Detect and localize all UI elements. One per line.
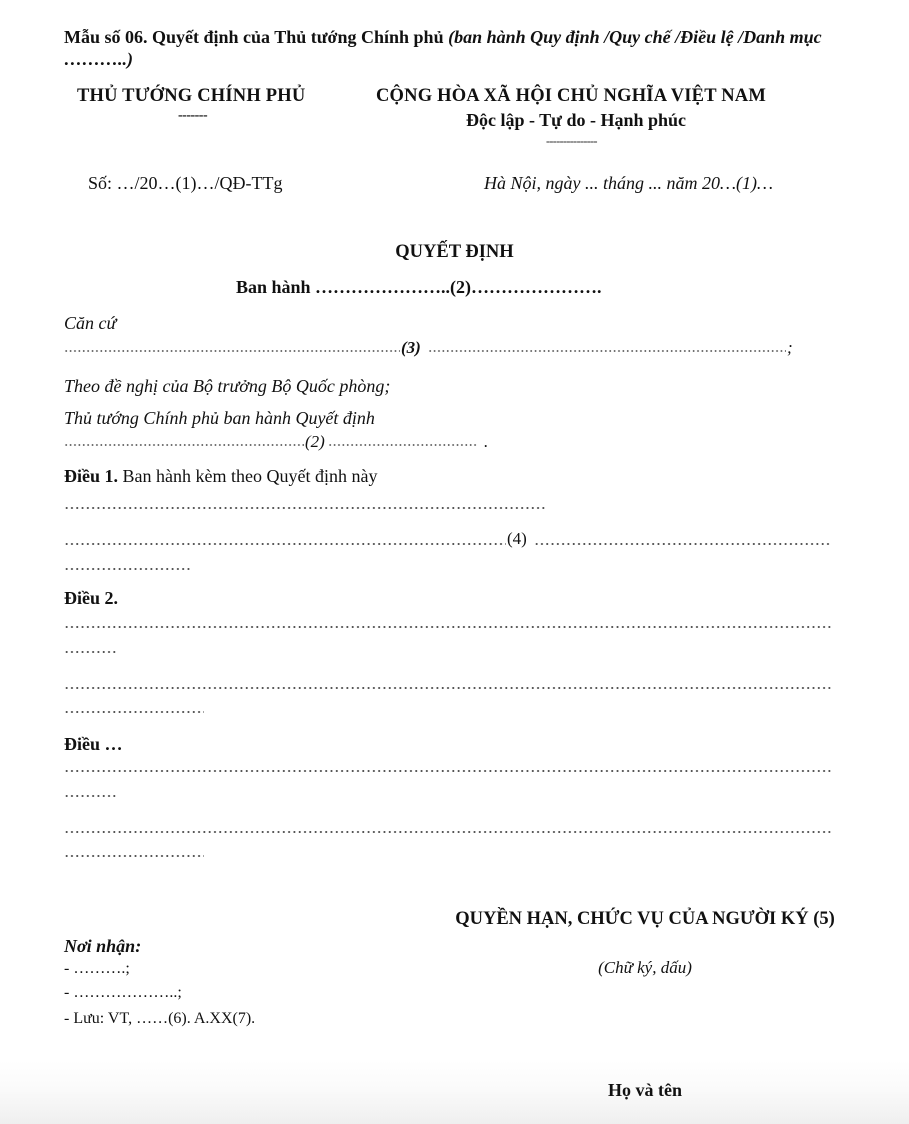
signer-title: QUYỀN HẠN, CHỨC VỤ CỦA NGƯỜI KÝ (5) (455, 909, 835, 929)
signature-note: (Chữ ký, dấu) (598, 958, 692, 977)
prime-minister-decides: Thủ tướng Chính phủ ban hành Quyết định (64, 408, 375, 428)
fill-line (64, 687, 832, 689)
national-title: CỘNG HÒA XÃ HỘI CHỦ NGHĨA VIỆT NAM (376, 86, 767, 106)
fill-line (64, 711, 204, 713)
fill-line (64, 831, 832, 833)
form-caption (64, 26, 824, 70)
fill-line (64, 444, 304, 446)
fill-line (64, 770, 832, 772)
form-caption-italic: (ban hành Quy định /Quy chế /Điều lệ /Danh mục ………..) (64, 27, 822, 69)
national-motto: Độc lập - Tự do - Hạnh phúc (466, 110, 687, 130)
fill-line (64, 507, 546, 509)
proposal-line: Theo đề nghị của Bộ trưởng Bộ Quốc phòng; (64, 376, 391, 396)
fill-line (328, 444, 478, 446)
legal-basis-marker: (3) (401, 338, 421, 357)
article-1-label: Điều 1. (64, 466, 118, 486)
agency-separator: ------- (178, 108, 208, 123)
place-and-date: Hà Nội, ngày ... tháng ... năm 20…(1)… (484, 173, 773, 193)
motto-separator: --------------- (546, 134, 597, 148)
article-n-label: Điều … (64, 734, 123, 754)
recipient-item: - ………………..; (64, 984, 182, 1001)
signer-name: Họ và tên (608, 1080, 682, 1100)
recipient-item: - ……….; (64, 960, 130, 977)
recipients-title: Nơi nhận: (64, 936, 142, 956)
recipient-archive: - Lưu: VT, ……(6). A.XX(7). (64, 1010, 256, 1027)
fill-line (64, 543, 506, 545)
fill-line (534, 543, 832, 545)
document-title: QUYẾT ĐỊNH (395, 242, 514, 262)
article-1-marker: (4) (507, 529, 527, 548)
fill-line (64, 855, 204, 857)
article-1 (64, 466, 377, 487)
document-subtitle: Ban hành …………………..(2)…………………. (236, 277, 602, 297)
document-number: Số: …/20…(1)…/QĐ-TTg (88, 173, 283, 193)
fill-line (64, 795, 118, 797)
legal-basis-label: Căn cứ (64, 313, 117, 333)
fill-line (64, 350, 400, 352)
legal-basis-end: ; (787, 338, 793, 357)
issuing-agency: THỦ TƯỚNG CHÍNH PHỦ (77, 86, 306, 106)
fill-line (428, 350, 786, 352)
form-caption-main: Mẫu số 06. Quyết định của Thủ tướng Chính phủ (64, 27, 449, 47)
article-2-label: Điều 2. (64, 588, 118, 608)
article-1-text: Ban hành kèm theo Quyết định này (118, 466, 378, 486)
fill-line (64, 651, 118, 653)
decision-marker: (2) (305, 432, 325, 451)
decision-end: . (484, 432, 489, 451)
fill-line (64, 626, 832, 628)
fill-line (64, 568, 192, 570)
